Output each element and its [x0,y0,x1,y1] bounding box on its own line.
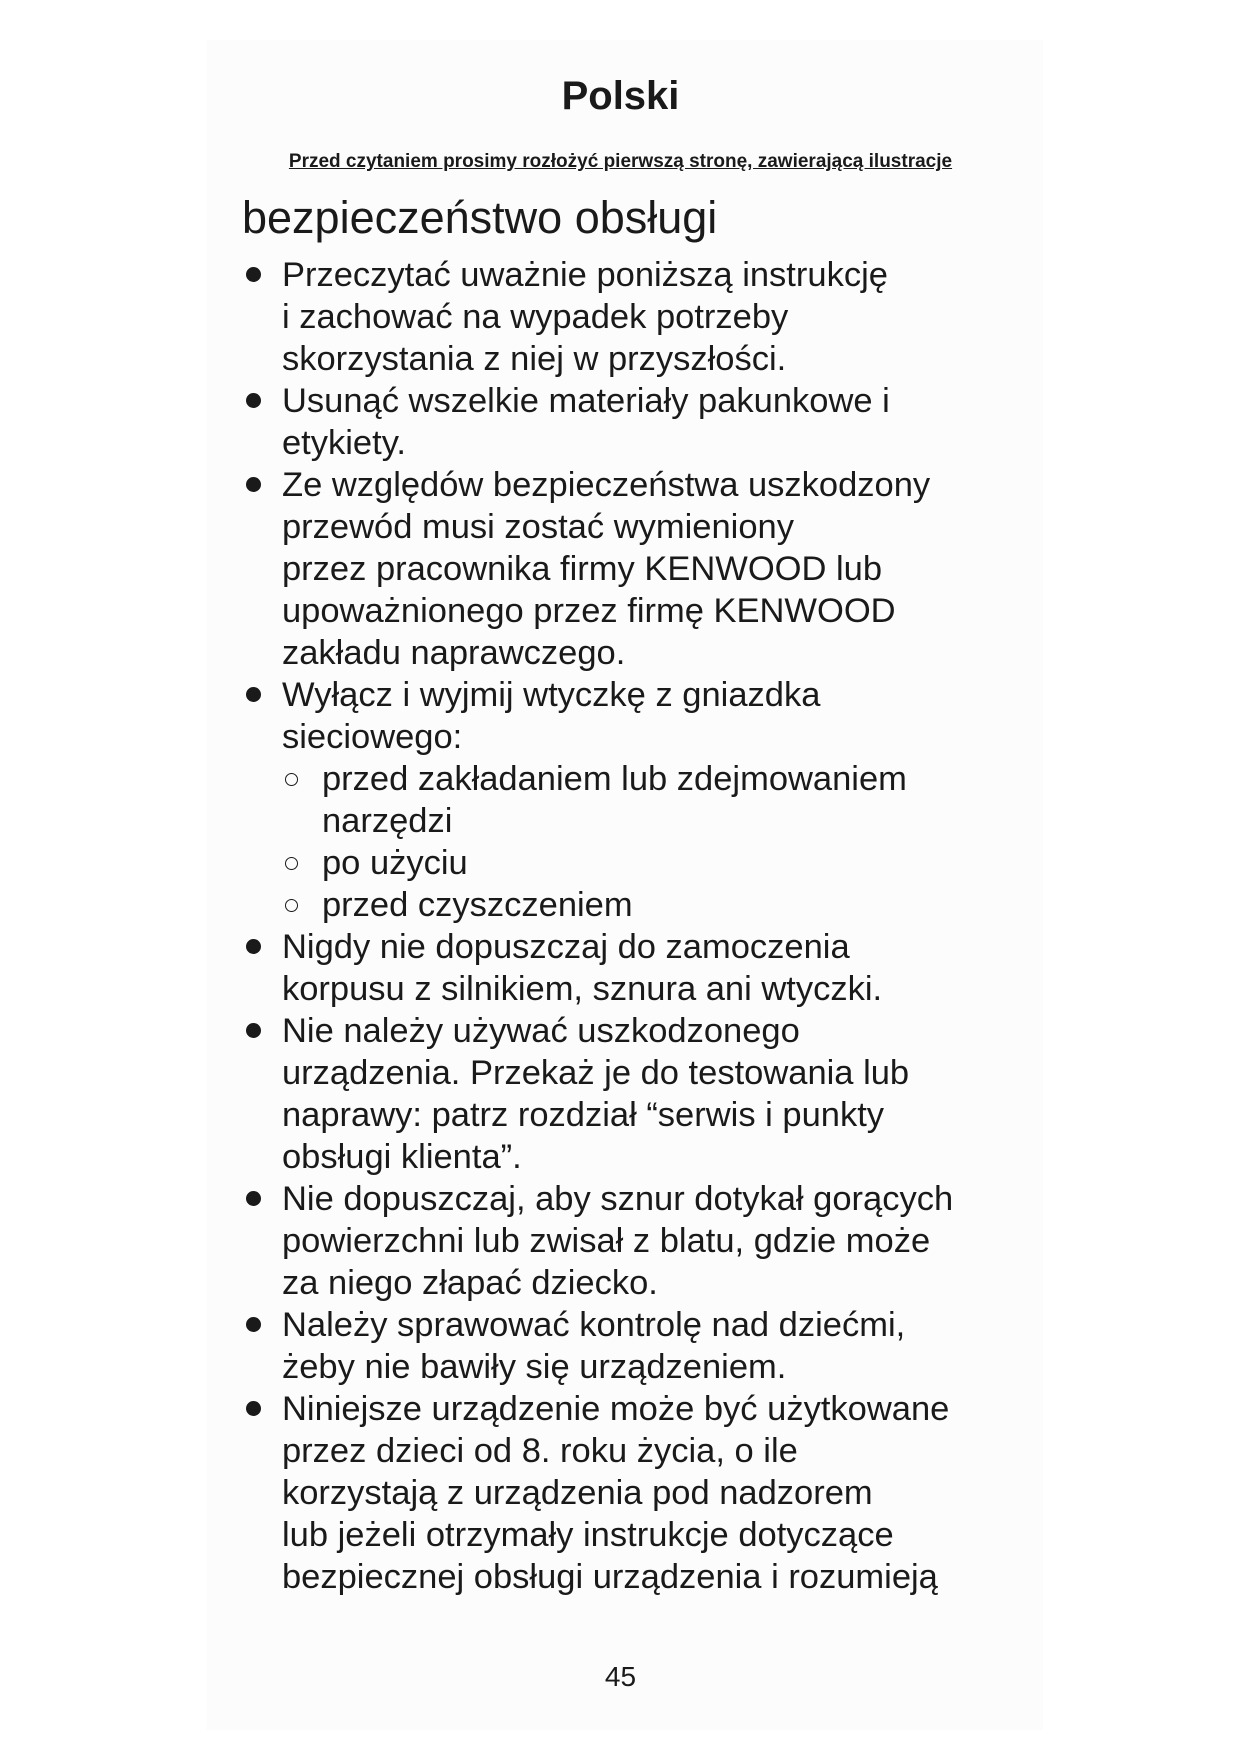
sub-item-line: po użyciu [322,844,468,882]
bullet-circle-icon [285,773,298,786]
sub-item-cleaning [282,884,1032,926]
list-item-unplug [242,674,1032,926]
list-item-remove-packaging [242,380,1032,464]
item-line: korzystają z urządzenia pod nadzorem [282,1474,873,1512]
item-line: bezpiecznej obsługi urządzenia i rozumieją [282,1558,938,1596]
unplug-sub-list [282,758,1032,926]
item-line: Wyłącz i wyjmij wtyczkę z gniazdka [282,676,821,714]
safety-list [242,254,1032,1598]
list-item-damaged-appliance [242,1010,1032,1178]
item-line: Przeczytać uważnie poniższą instrukcję [282,256,888,294]
item-line: korpusu z silnikiem, sznura ani wtyczki. [282,970,883,1008]
bullet-dot-icon [246,939,261,954]
item-line: Należy sprawować kontrolę nad dziećmi, [282,1306,906,1344]
bullet-dot-icon [246,267,261,282]
item-line: etykiety. [282,424,406,462]
section-title: bezpieczeństwo obsługi [242,192,718,243]
bullet-dot-icon [246,1191,261,1206]
item-line: i zachować na wypadek potrzeby [282,298,789,336]
bullet-dot-icon [246,1023,261,1038]
item-line: przez dzieci od 8. roku życia, o ile [282,1432,798,1470]
language-title: Polski [561,74,680,118]
list-item-supervise-children [242,1304,1032,1388]
item-line: powierzchni lub zwisał z blatu, gdzie może [282,1222,931,1260]
fold-out-notice: Przed czytaniem prosimy rozłożyć pierwszą stronę, zawierającą ilustracje [288,151,953,172]
item-line: za niego złapać dziecko. [282,1264,658,1302]
bullet-dot-icon [246,1317,261,1332]
list-item-no-wetting [242,926,1032,1010]
item-line: upoważnionego przez firmę KENWOOD [282,592,896,630]
item-line: Nie należy używać uszkodzonego [282,1012,800,1050]
item-line: sieciowego: [282,718,463,756]
bullet-dot-icon [246,687,261,702]
item-line: obsługi klienta”. [282,1138,522,1176]
sub-item-tools [282,758,1032,842]
item-line: Nie dopuszczaj, aby sznur dotykał gorących [282,1180,954,1218]
item-line: skorzystania z niej w przyszłości. [282,340,787,378]
bullet-circle-icon [285,899,298,912]
list-item-read-instructions [242,254,1032,380]
bullet-circle-icon [285,857,298,870]
bullet-dot-icon [246,393,261,408]
item-line: Niniejsze urządzenie może być użytkowane [282,1390,950,1428]
item-line: Usunąć wszelkie materiały pakunkowe i [282,382,890,420]
item-line: urządzenia. Przekaż je do testowania lub [282,1054,910,1092]
sub-item-line: narzędzi [322,802,453,840]
sub-item-line: przed zakładaniem lub zdejmowaniem [322,760,907,798]
item-line: zakładu naprawczego. [282,634,626,672]
item-line: przewód musi zostać wymieniony [282,508,794,546]
item-line: przez pracownika firmy KENWOOD lub [282,550,883,588]
item-line: lub jeżeli otrzymały instrukcje dotyczące [282,1516,894,1554]
item-line: Ze względów bezpieczeństwa uszkodzony [282,466,931,504]
page-number: 45 [604,1661,637,1692]
item-line: żeby nie bawiły się urządzeniem. [282,1348,787,1386]
sub-item-after-use [282,842,1032,884]
item-line: naprawy: patrz rozdział “serwis i punkty [282,1096,885,1134]
list-item-cord-hot-surfaces [242,1178,1032,1304]
list-item-damaged-cord [242,464,1032,674]
bullet-dot-icon [246,477,261,492]
sub-item-line: przed czyszczeniem [322,886,633,924]
list-item-children-age [242,1388,1032,1598]
bullet-dot-icon [246,1401,261,1416]
item-line: Nigdy nie dopuszczaj do zamoczenia [282,928,850,966]
